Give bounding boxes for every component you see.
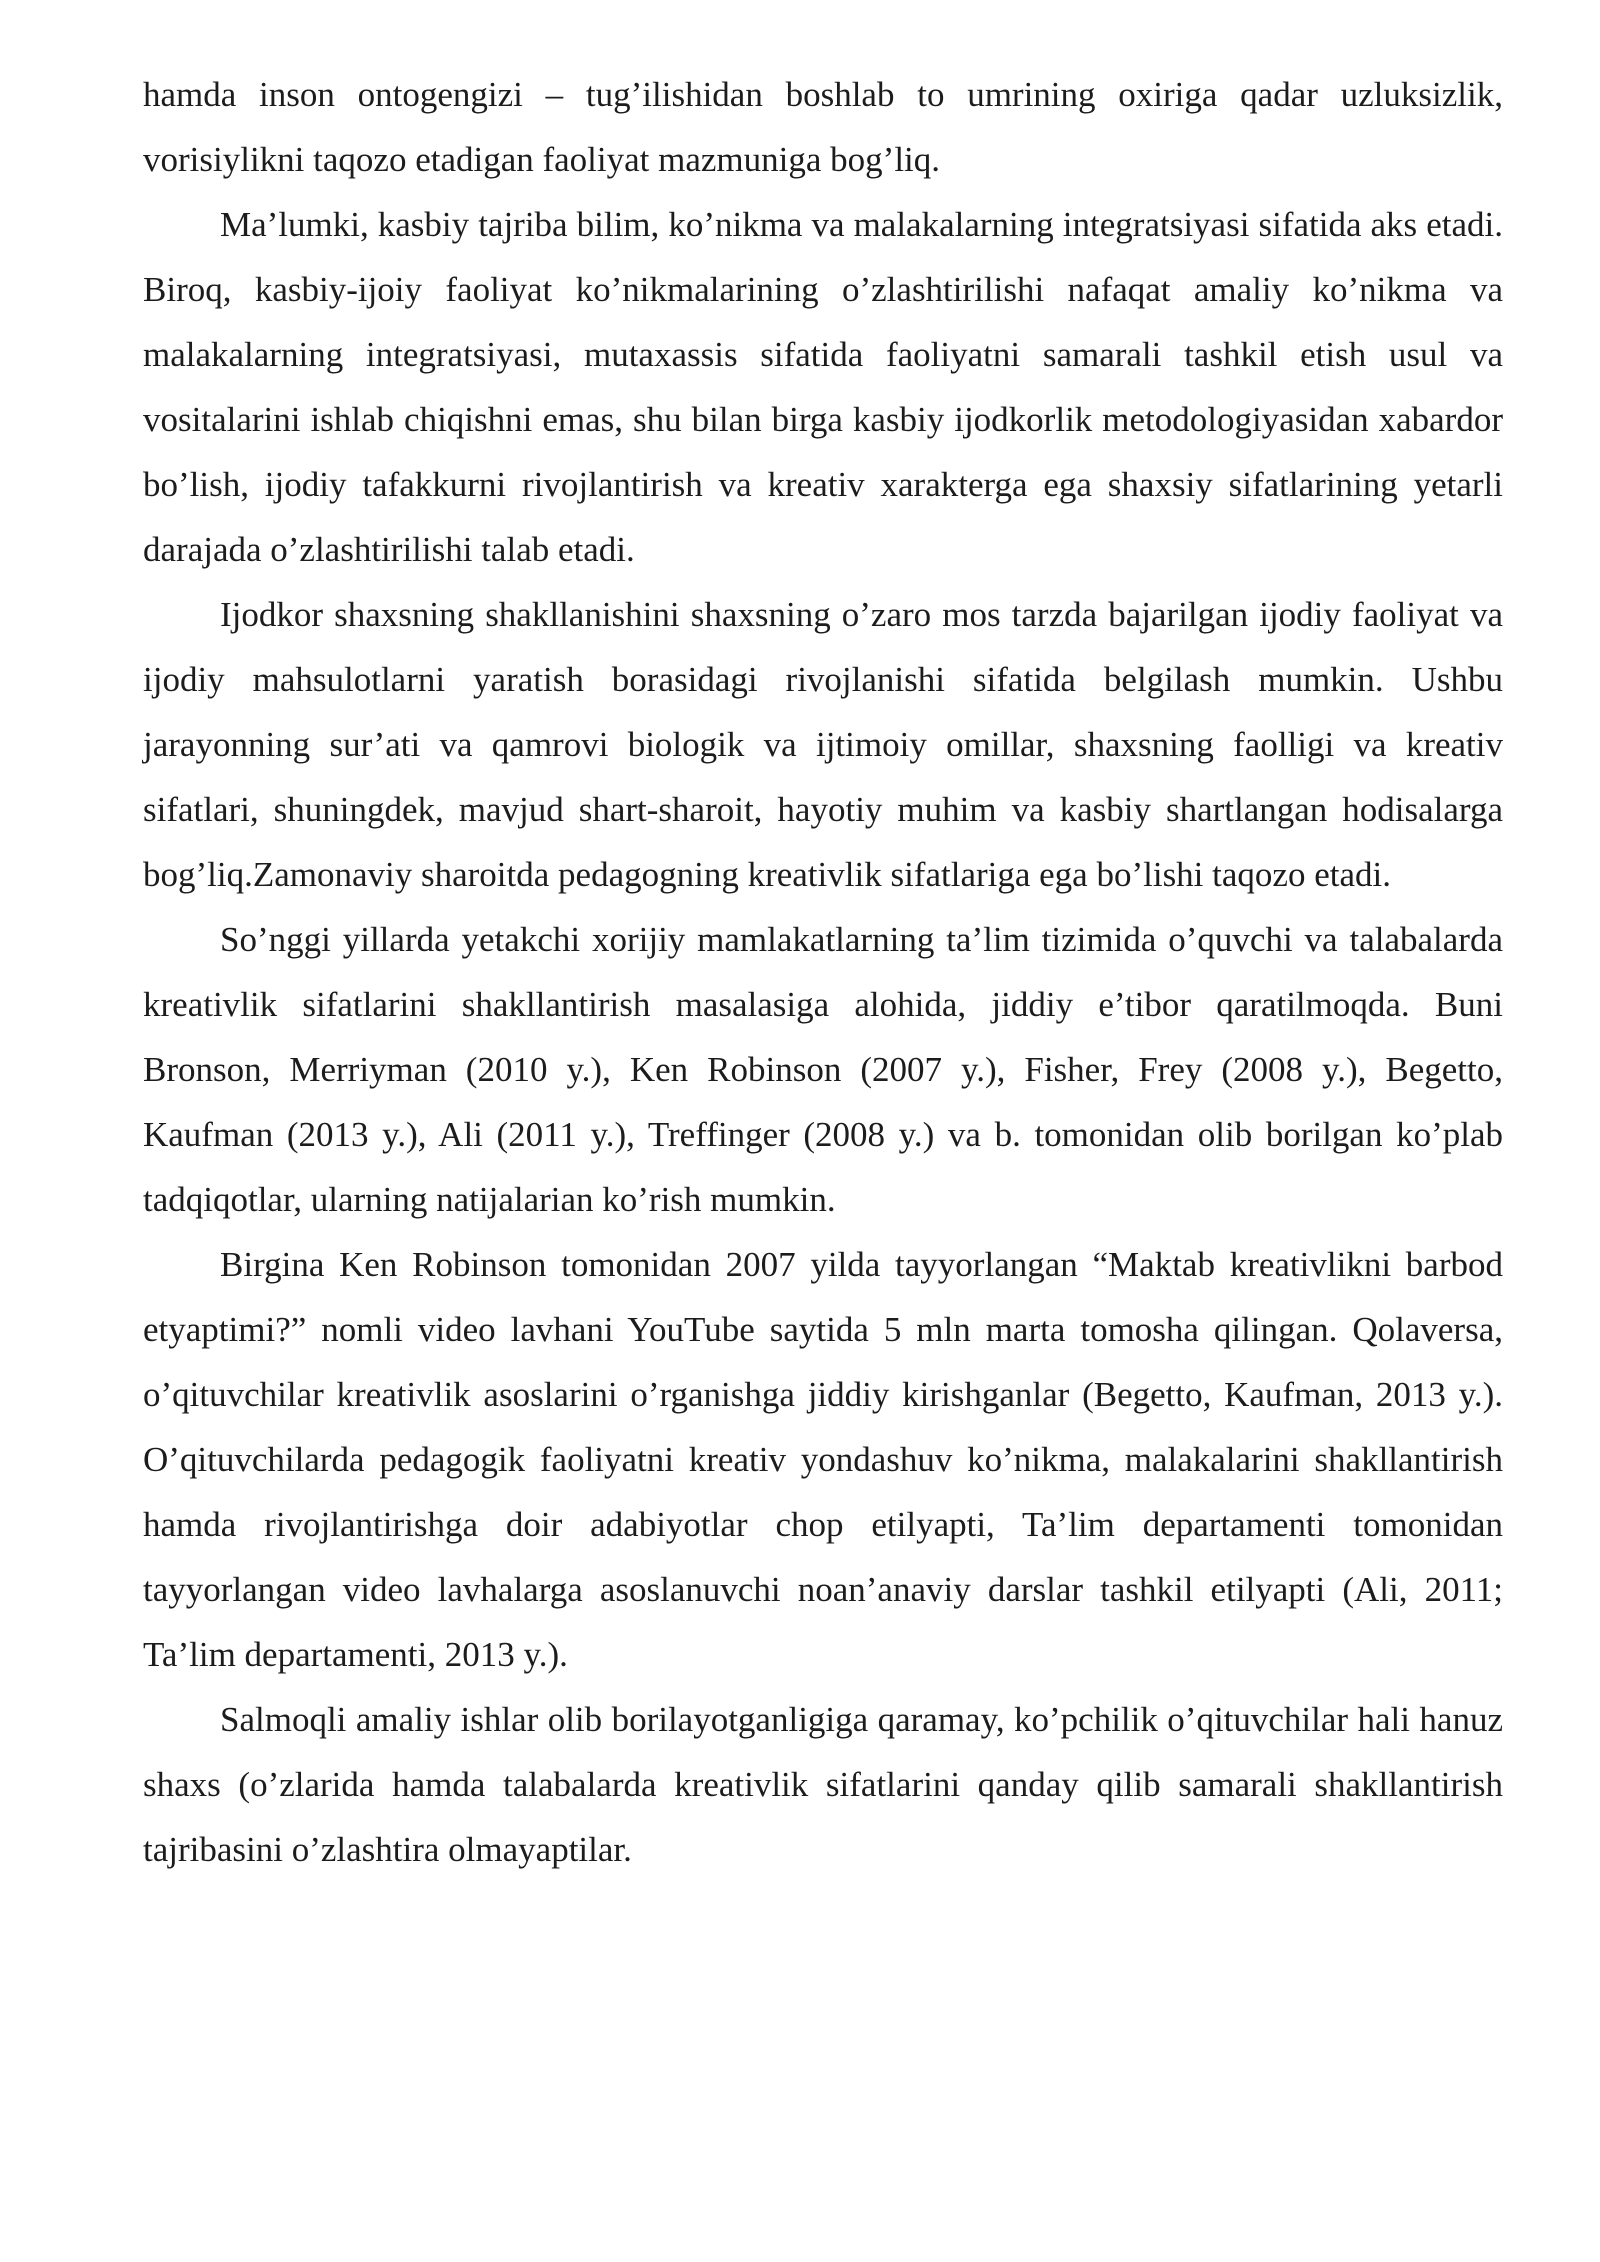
paragraph-ken-robinson: Birgina Ken Robinson tomonidan 2007 yilda tayyorlangan “Maktab kreativlikni barbod etyaptimi?” nomli video lavhani YouTube saytida 5 mln marta tomosha qilingan. Qolaversa, o’qituvchilar kreativlik asoslarini o’rganishga jiddiy kirishganlar (Begetto, Kaufman, 2013 y.). O’qituvchilarda pedagogik faoliyatni kreativ yondashuv ko’nikma, malakalarini shakllantirish hamda rivojlantirishga doir adabiyotlar chop etilyapti, Ta’lim departamenti tomonidan tayyorlangan video lavhalarga asoslanuvchi noan’anaviy darslar tashkil etilyapti (Ali, 2011; Ta’lim departamenti, 2013 y.). (143, 1245, 1503, 1674)
paragraph-continuation: hamda inson ontogengizi – tug’ilishidan boshlab to umrining oxiriga qadar uzluksizlik, vorisiylikni taqozo etadigan faoliyat mazmuniga bog’liq. (143, 75, 1503, 179)
paragraph-professional-experience: Ma’lumki, kasbiy tajriba bilim, ko’nikma va malakalarning integratsiyasi sifatida aks etadi. Biroq, kasbiy-ijoiy faoliyat ko’nikmalarining o’zlashtirilishi nafaqat amaliy ko’nikma va malakalarning integratsiyasi, mutaxassis sifatida faoliyatni samarali tashkil etish usul va vositalarini ishlab chiqishni emas, shu bilan birga kasbiy ijodkorlik metodologiyasidan xabardor bo’lish, ijodiy tafakkurni rivojlantirish va kreativ xarakterga ega shaxsiy sifatlarining yetarli darajada o’zlashtirilishi talab etadi. (143, 205, 1503, 569)
paragraph-creative-personality: Ijodkor shaxsning shakllanishini shaxsning o’zaro mos tarzda bajarilgan ijodiy faoliyat va ijodiy mahsulotlarni yaratish borasidagi rivojlanishi sifatida belgilash mumkin. Ushbu jarayonning sur’ati va qamrovi biologik va ijtimoiy omillar, shaxsning faolligi va kreativ sifatlari, shuningdek, mavjud shart-sharoit, hayotiy muhim va kasbiy shartlangan hodisalarga bog’liq.Zamonaviy sharoitda pedagogning kreativlik sifatlariga ega bo’lishi taqozo etadi. (143, 595, 1503, 894)
paragraph-conclusion: Salmoqli amaliy ishlar olib borilayotganligiga qaramay, ko’pchilik o’qituvchilar hali hanuz shaxs (o’zlarida hamda talabalarda kreativlik sifatlarini qanday qilib samarali shakllantirish tajribasini o’zlashtira olmayaptilar. (143, 1700, 1503, 1869)
document-page (143, 62, 1503, 1882)
paragraph-foreign-research: So’nggi yillarda yetakchi xorijiy mamlakatlarning ta’lim tizimida o’quvchi va talabalarda kreativlik sifatlarini shakllantirish masalasiga alohida, jiddiy e’tibor qaratilmoqda. Buni Bronson, Merriyman (2010 y.), Ken Robinson (2007 y.), Fisher, Frey (2008 y.), Begetto, Kaufman (2013 y.), Ali (2011 y.), Treffinger (2008 y.) va b. tomonidan olib borilgan ko’plab tadqiqotlar, ularning natijalarian ko’rish mumkin. (143, 920, 1503, 1219)
